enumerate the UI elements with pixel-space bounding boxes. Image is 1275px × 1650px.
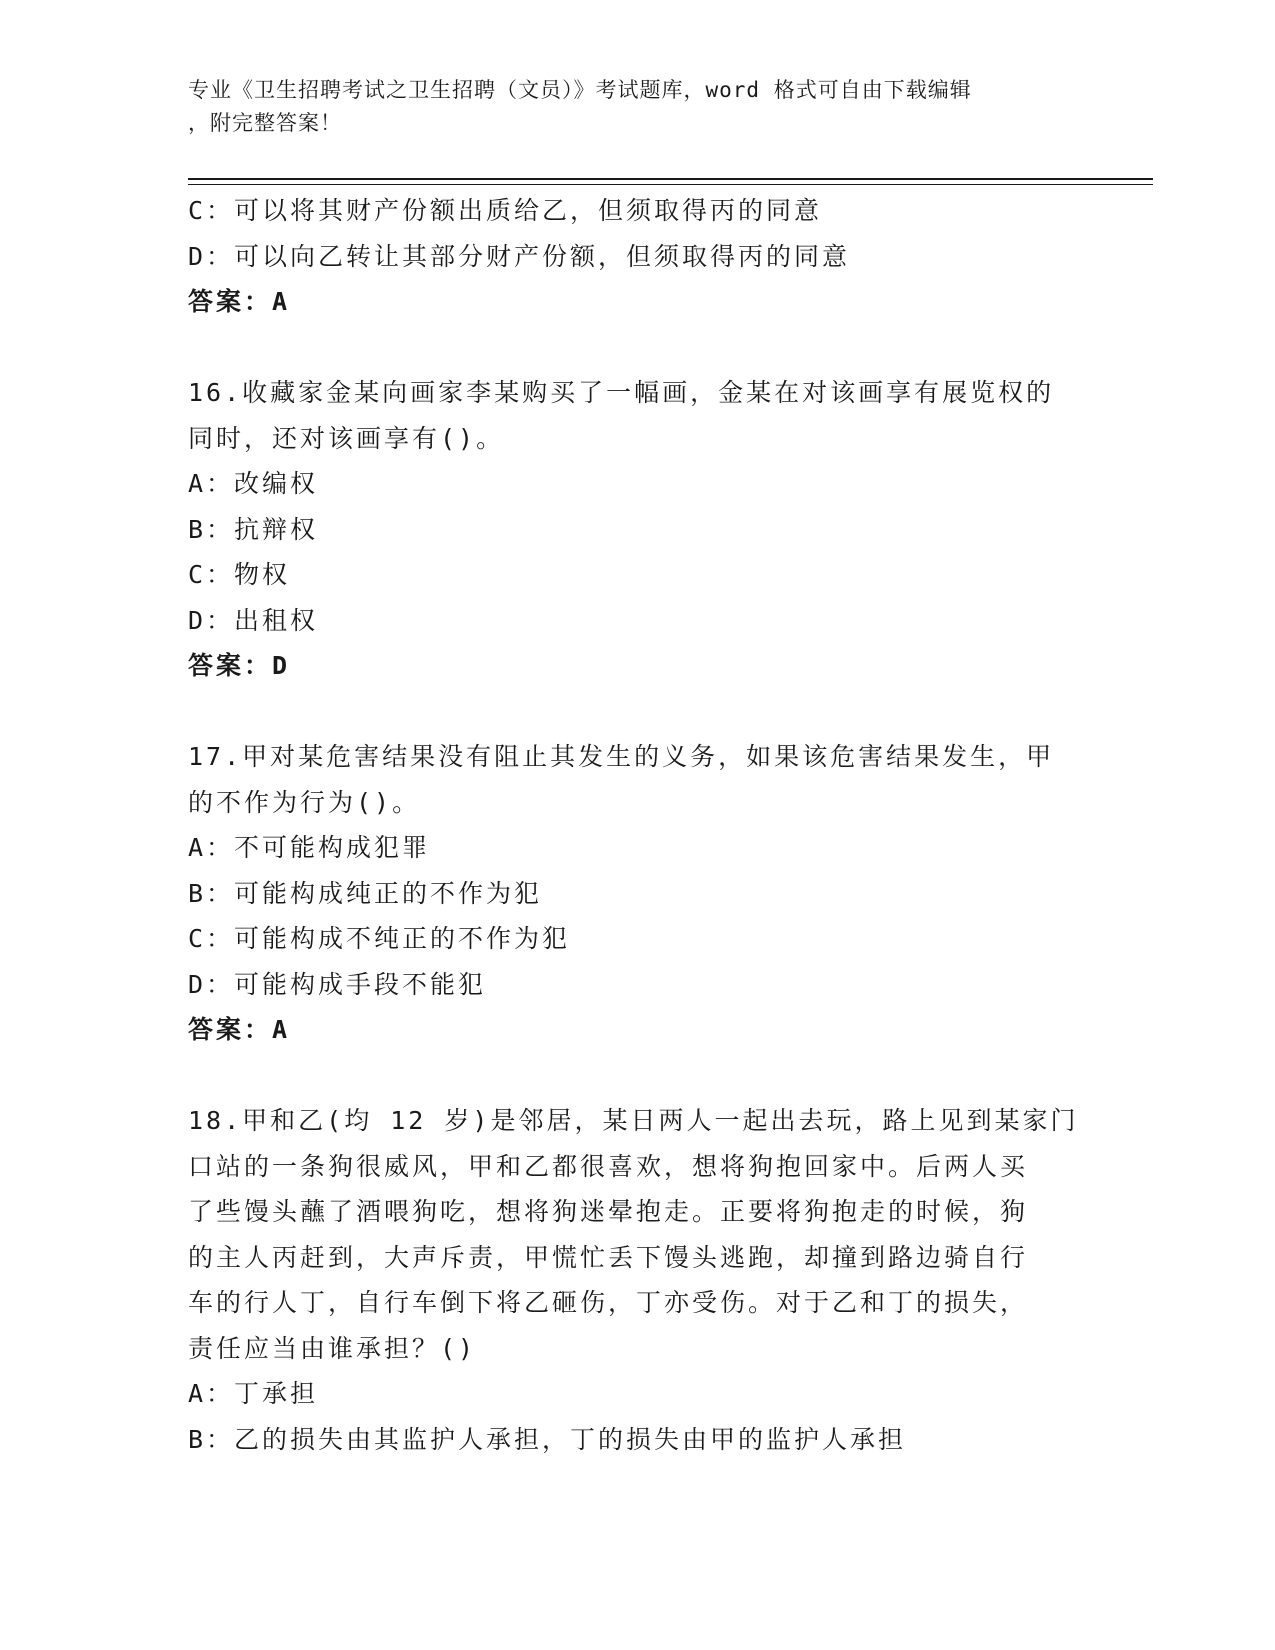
question-option: C：可能构成不纯正的不作为犯 <box>188 924 571 953</box>
question-17 <box>188 734 1088 1053</box>
header-line-1: 专业《卫生招聘考试之卫生招聘（文员）》考试题库，word 格式可自由下载编辑 <box>188 78 972 102</box>
spacer <box>188 689 1088 735</box>
prev-answer: 答案：A <box>188 287 291 316</box>
header-rule-thin <box>188 184 1153 185</box>
question-option: C：物权 <box>188 560 291 589</box>
question-16 <box>188 370 1088 689</box>
question-stem-line: 17.甲对某危害结果没有阻止其发生的义务，如果该危害结果发生，甲 <box>188 742 1055 771</box>
question-18 <box>188 1098 1088 1462</box>
question-option: B：可能构成纯正的不作为犯 <box>188 878 543 908</box>
prev-option-d: D：可以向乙转让其部分财产份额，但须取得丙的同意 <box>188 241 851 271</box>
question-option: A：丁承担 <box>188 1379 319 1408</box>
question-option: A：不可能构成犯罪 <box>188 833 431 862</box>
question-stem-line: 16.收藏家金某向画家李某购买了一幅画，金某在对该画享有展览权的 <box>188 378 1055 407</box>
question-stem-line: 的主人丙赶到，大声斥责，甲慌忙丢下馒头逃跑，却撞到路边骑自行 <box>188 1242 1029 1272</box>
question-option: B：乙的损失由其监护人承担，丁的损失由甲的监护人承担 <box>188 1424 907 1454</box>
question-content <box>188 188 1088 1462</box>
question-stem-line: 责任应当由谁承担？() <box>188 1333 477 1363</box>
question-answer: 答案：A <box>188 1015 291 1044</box>
question-option: D：可能构成手段不能犯 <box>188 969 487 999</box>
question-option: B：抗辩权 <box>188 514 319 544</box>
spacer <box>188 325 1088 371</box>
header-rule-thick <box>188 178 1153 180</box>
question-stem-line: 同时，还对该画享有()。 <box>188 423 505 453</box>
question-answer: 答案：D <box>188 651 291 680</box>
document-header <box>188 74 1068 140</box>
spacer <box>188 1053 1088 1099</box>
question-option: A：改编权 <box>188 469 319 498</box>
question-stem-line: 的不作为行为()。 <box>188 787 421 817</box>
question-stem-line: 车的行人丁，自行车倒下将乙砸伤，丁亦受伤。对于乙和丁的损失， <box>188 1288 1029 1317</box>
question-stem-line: 口站的一条狗很威风，甲和乙都很喜欢，想将狗抱回家中。后两人买 <box>188 1151 1029 1181</box>
question-stem-line: 了些馒头蘸了酒喂狗吃，想将狗迷晕抱走。正要将狗抱走的时候，狗 <box>188 1197 1029 1226</box>
question-stem-line: 18.甲和乙(均 12 岁)是邻居，某日两人一起出去玩，路上见到某家门 <box>188 1106 1079 1135</box>
question-option: D：出租权 <box>188 605 319 635</box>
prev-option-c: C：可以将其财产份额出质给乙，但须取得丙的同意 <box>188 196 823 225</box>
header-line-2: ，附完整答案！ <box>188 111 342 135</box>
